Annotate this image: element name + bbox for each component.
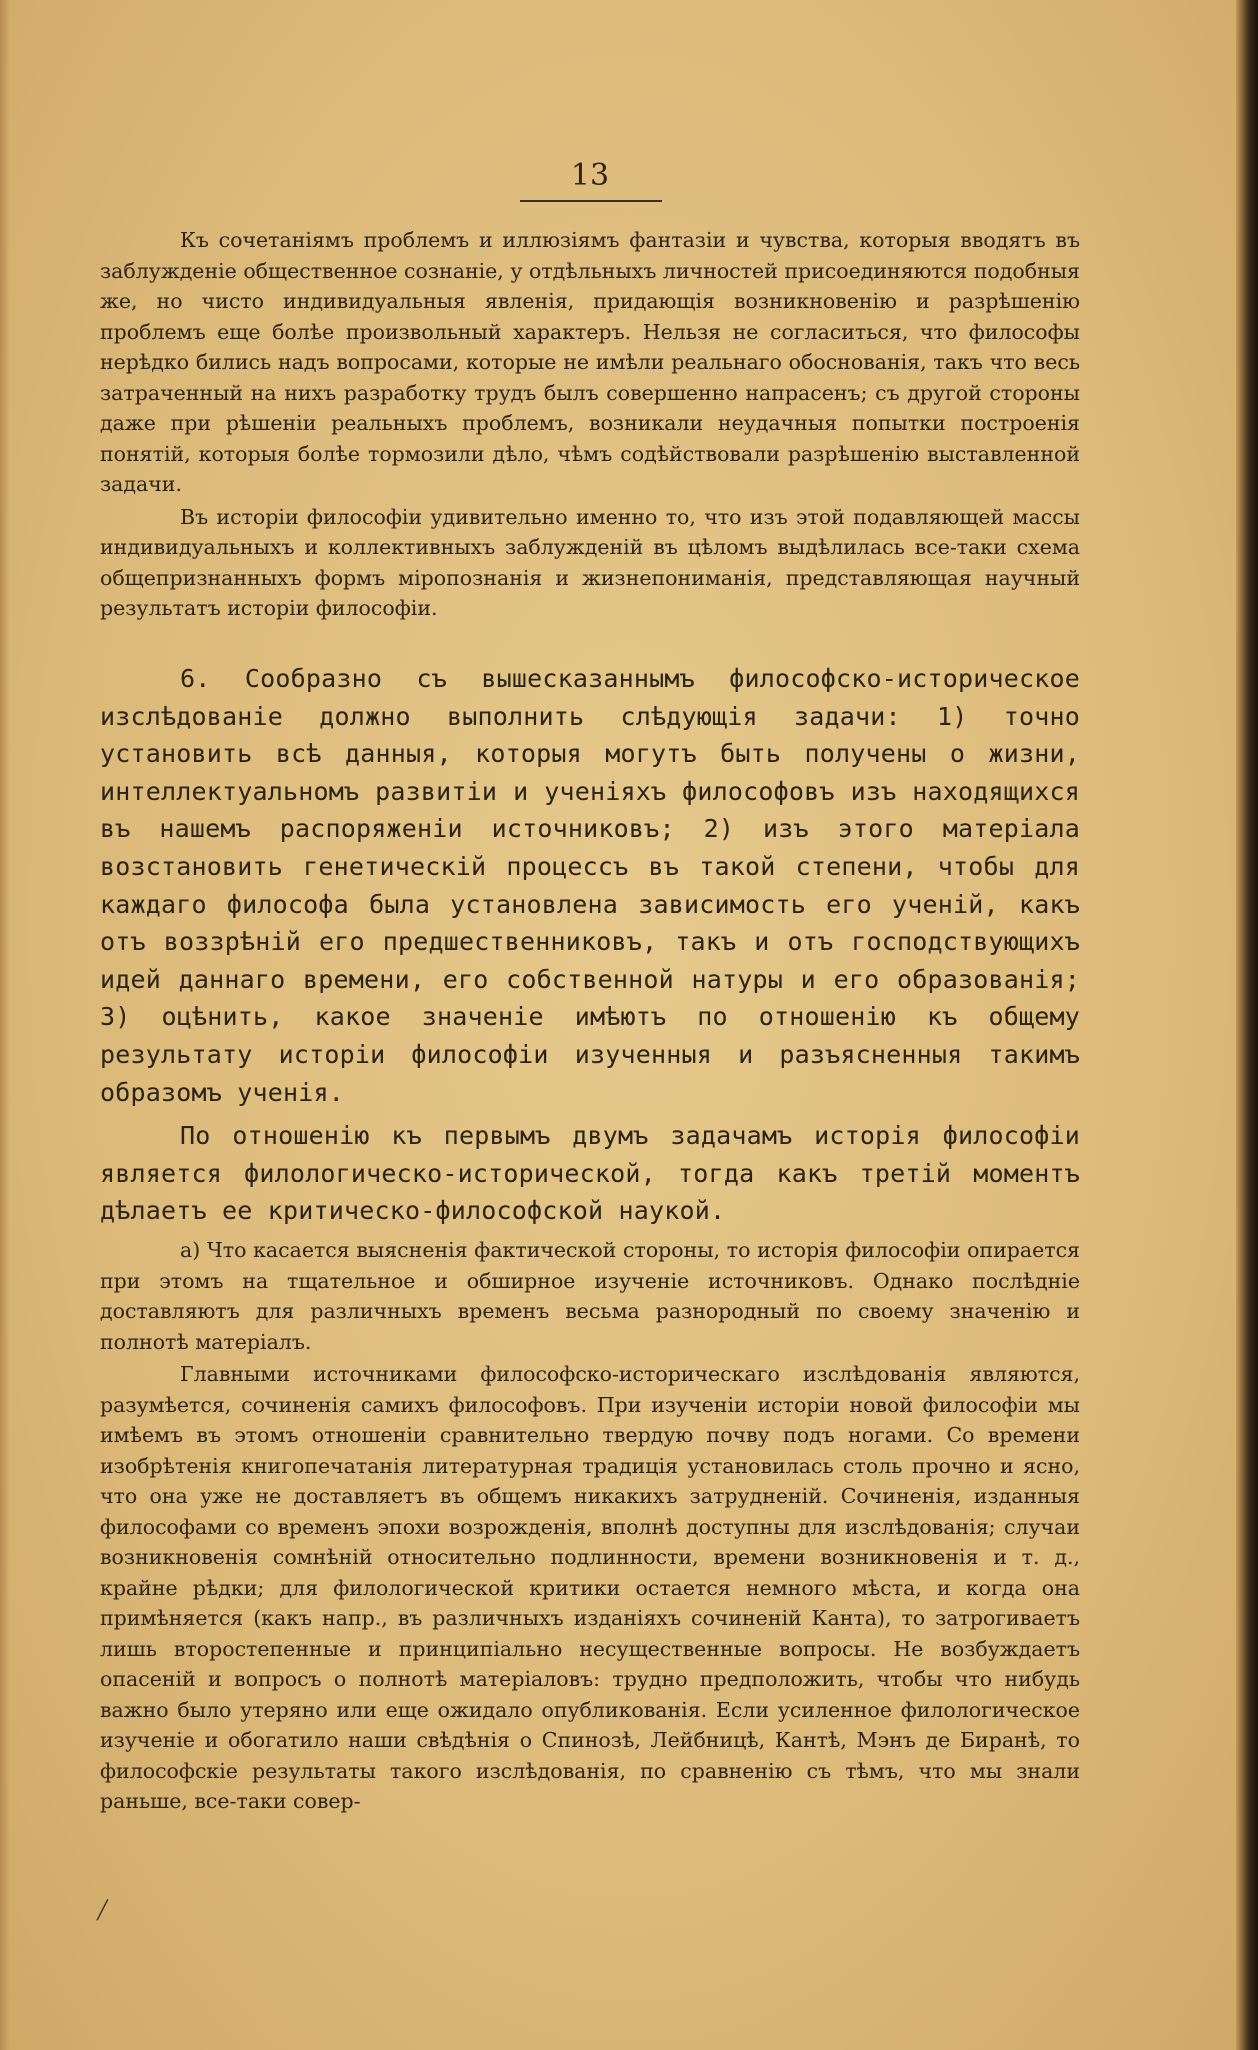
paragraph-3: 6. Сообразно съ вышесказаннымъ философско-историческое изслѣдованіе должно выполнить слѣдующія задачи: 1) точно установить всѣ данныя, которыя могутъ быть получены о жизни, интеллектуальномъ развитіи и ученіяхъ философовъ изъ находящихся въ нашемъ распоряженіи источниковъ; 2) изъ этого матеріала возстановить генетическій процессъ въ такой степени, чтобы для каждаго философа была установлена зависимость его ученій, какъ отъ воззрѣній его предшественниковъ, такъ и отъ господствующихъ идей даннаго времени, его собственной натуры и его образованія; 3) оцѣнить, какое значеніе имѣютъ по отношенію къ общему результату исторіи философіи изученныя и разъясненныя такимъ образомъ ученія. [100,664,1080,1107]
text-block-bottom [100,1235,1080,1817]
header-rule [520,200,662,202]
paragraph-4: По отношенію къ первымъ двумъ задачамъ исторія философіи является филологическо-исторической, тогда какъ третій моментъ дѣлаетъ ее критическо-философской наукой. [100,1121,1080,1226]
text-block-middle [100,660,1080,1230]
paragraph-1: Къ сочетаніямъ проблемъ и иллюзіямъ фантазіи и чувства, которыя вводятъ въ заблужденіе общественное сознаніе, у отдѣльныхъ личностей присоединяются подобныя же, но чисто индивидуальныя явленія, придающія возникновенію и разрѣшенію проблемъ еще болѣе произвольный характеръ. Нельзя не согласиться, что философы нерѣдко бились надъ вопросами, которые не имѣли реальнаго обоснованія, такъ что весь затраченный на нихъ разработку трудъ былъ совершенно напрасенъ; съ другой стороны даже при рѣшеніи реальныхъ проблемъ, возникали неудачныя попытки построенія понятій, которыя болѣе тормозили дѣло, чѣмъ содѣйствовали разрѣшенію выставленной задачи. [100,228,1080,496]
stray-ink-mark: ╱ [97,1900,108,1921]
text-block-top [100,225,1080,624]
page-number: 13 [570,158,610,193]
page-left-edge-shadow [0,0,10,2050]
paragraph-5: а) Что касается выясненія фактической стороны, то исторія философіи опирается при этомъ на тщательное и обширное изученіе источниковъ. Однако послѣдніе доставляютъ для различныхъ временъ весьма разнородный по своему значенію и полнотѣ матеріалъ. [100,1238,1080,1354]
page-right-edge-shadow [1236,0,1258,2050]
paragraph-6: Главными источниками философско-историческаго изслѣдованія являются, разумѣется, сочиненія самихъ философовъ. При изученіи исторіи новой философіи мы имѣемъ въ этомъ отношеніи сравнительно твердую почву подъ ногами. Со времени изобрѣтенія книгопечатанія литературная традиція установилась столь прочно и ясно, что она уже не доставляетъ въ общемъ никакихъ затрудненій. Сочиненія, изданныя философами со временъ эпохи возрожденія, вполнѣ доступны для изслѣдованія; случаи возникновенія сомнѣній относительно подлинности, времени возникновенія и т. д., крайне рѣдки; для филологической критики остается немного мѣста, и когда она примѣняется (какъ напр., въ различныхъ изданіяхъ сочиненій Канта), то затрогиваетъ лишь второстепенные и принципіально несущественные вопросы. Не возбуждаетъ опасеній и вопросъ о полнотѣ матеріаловъ: трудно предположить, чтобы что нибудь важно было утеряно или еще ожидало опубликованія. Если усиленное филологическое изученіе и обогатило наши свѣдѣнія о Спинозѣ, Лейбницѣ, Кантѣ, Мэнъ де Биранѣ, то философскіе результаты такого изслѣдованія, по сравненію съ тѣмъ, что мы знали раньше, все-таки совер- [100,1362,1080,1813]
paragraph-2: Въ исторіи философіи удивительно именно то, что изъ этой подавляющей массы индивидуальныхъ и коллективныхъ заблужденій въ цѣломъ выдѣлилась все-таки схема общепризнанныхъ формъ міропознанія и жизнепониманія, представляющая научный результатъ исторіи философіи. [100,504,1080,620]
